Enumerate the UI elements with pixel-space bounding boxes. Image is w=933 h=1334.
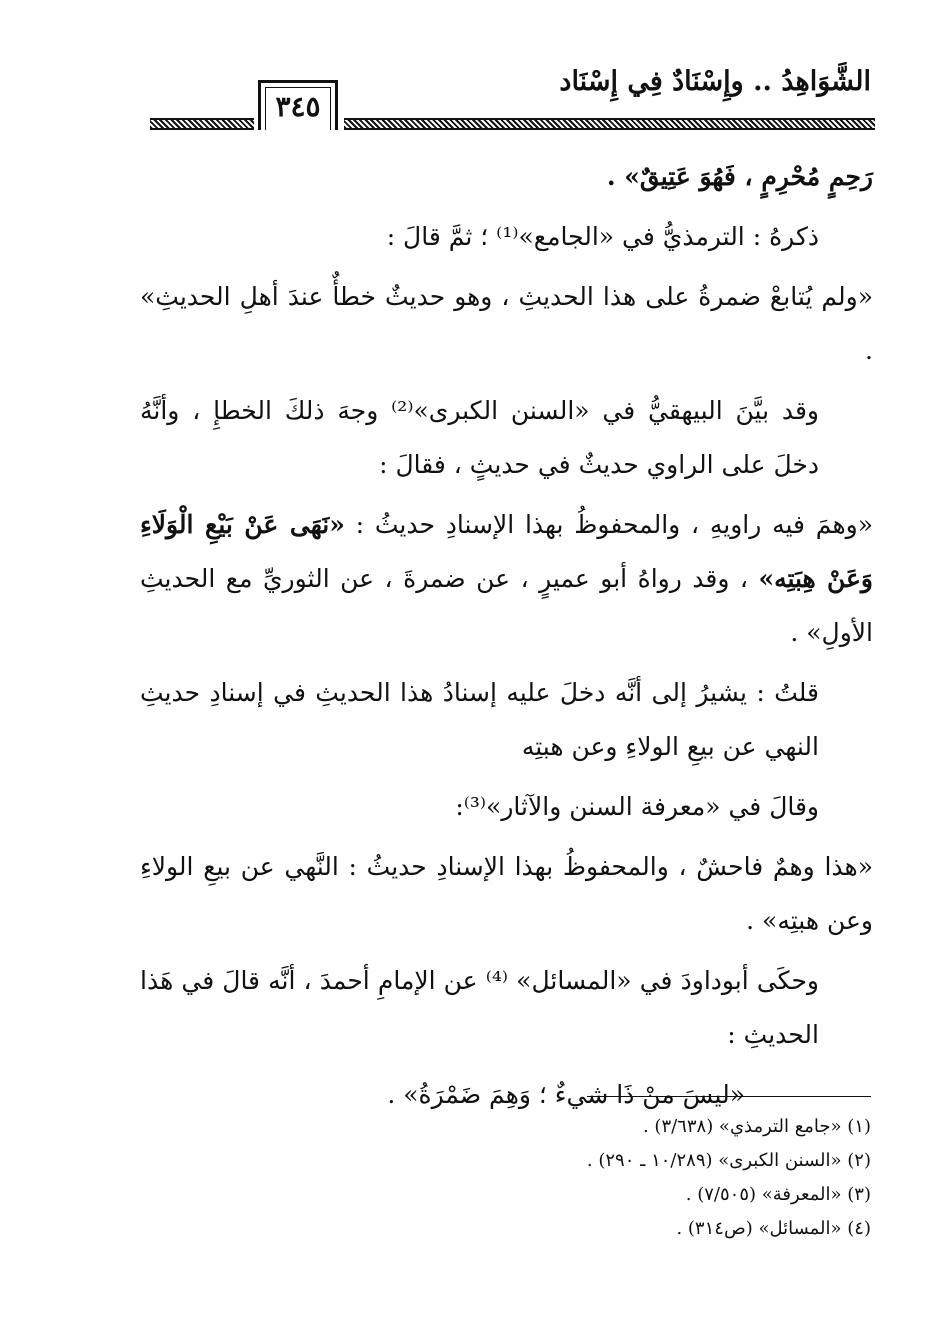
paragraph-3: «ولم يُتابعْ ضمرةُ على هذا الحديثِ ، وهو حديثٌ خطأٌ عندَ أهلِ الحديثِ» . <box>140 282 873 365</box>
footnote-1: (١) «جامع الترمذي» (٣/٦٣٨) . <box>642 1116 871 1137</box>
page-body <box>140 150 873 1128</box>
running-title: الشَّوَاهِدُ .. وإِسْنَادٌ فِي إِسْنَاد <box>559 66 871 97</box>
paragraph-8: «هذا وهمٌ فاحشٌ ، والمحفوظُ بهذا الإسنادِ حديثُ : النَّهي عن بيعِ الولاءِ وعن هبتِه» . <box>140 852 873 935</box>
paragraph-10: «ليسَ منْ ذَا شيءٌ ؛ وَهِمَ ضَمْرَةُ» . <box>387 1080 745 1109</box>
paragraph-6: قلتُ : يشيرُ إلى أنَّه دخلَ عليه إسنادُ هذا الحديثِ في إسنادِ حديثِ النهي عن بيعِ الولاءِ وعن هبتِه <box>140 678 819 761</box>
header-rule-right <box>344 118 875 130</box>
paragraph-9: وحكَى أبوداودَ في «المسائل» ⁽⁴⁾ عن الإمامِ أحمدَ ، أنَّه قالَ في هَذا الحديثِ : <box>140 966 820 1049</box>
footnote-2: (٢) «السنن الكبرى» (١٠/٢٨٩ ـ ٢٩٠) . <box>586 1150 871 1171</box>
paragraph-5-text-before: «وهمَ فيه راويهِ ، والمحفوظُ بهذا الإسنادِ حديثُ : <box>355 510 873 539</box>
paragraph-5-hadith: «نَهَى عَنْ بَيْعِ الْوَلَاءِ وَعَنْ هِبَتِه» <box>140 510 873 593</box>
footnote-4: (٤) «المسائل» (ص٣١٤) . <box>676 1218 871 1239</box>
page-number: ٣٤٥ <box>258 80 338 130</box>
paragraph-5 <box>140 498 873 660</box>
footnote-3: (٣) «المعرفة» (٧/٥٠٥) . <box>685 1184 871 1205</box>
paragraph-5-text-after: ، وقد رواهُ أبو عميرٍ ، عن ضمرةَ ، عن الثوريِّ مع الحديثِ الأولِ» . <box>140 564 873 647</box>
page-header <box>0 0 933 140</box>
paragraph-4: وقد بيَّنَ البيهقيُّ في «السنن الكبرى»⁽²⁾ وجهَ ذلكَ الخطإِ ، وأنَّهُ دخلَ على الراوي حديثٌ في حديثٍ ، فقالَ : <box>140 396 819 479</box>
footnotes <box>271 1110 871 1246</box>
header-rule-left <box>150 118 254 130</box>
paragraph-7: وقالَ في «معرفة السنن والآثار»⁽³⁾: <box>455 792 819 821</box>
paragraph-2: ذكرهُ : الترمذيُّ في «الجامع»⁽¹⁾ ؛ ثمَّ قالَ : <box>386 222 819 251</box>
footnote-separator <box>587 1096 871 1097</box>
paragraph-1: رَحِمٍ مُحْرِمٍ ، فَهُوَ عَتِيقٌ» . <box>606 162 873 191</box>
